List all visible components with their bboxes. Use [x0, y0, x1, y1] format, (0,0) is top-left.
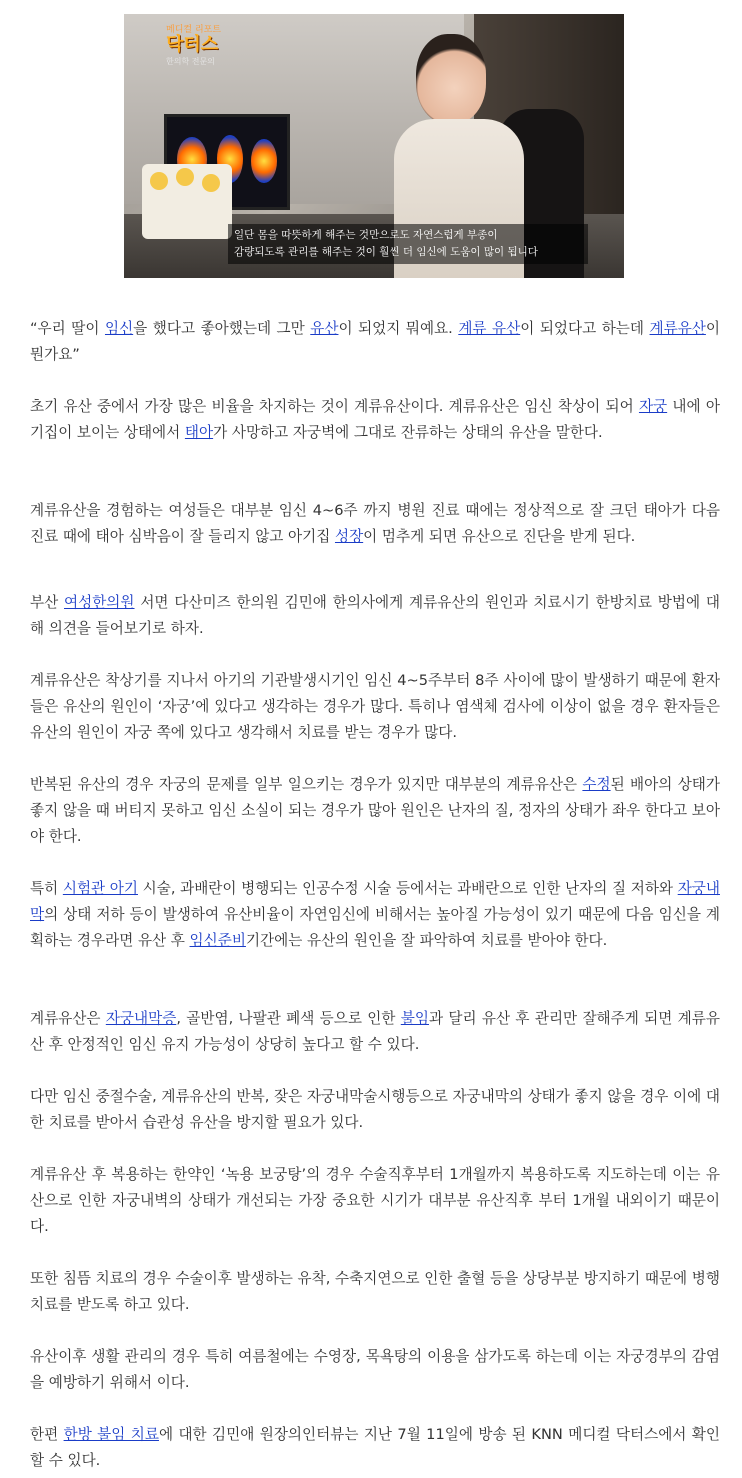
- doctor-head: [416, 34, 486, 124]
- link-endometrium[interactable]: 자궁내막: [30, 880, 720, 923]
- text-run: 에 대한 김민애 원장의인터뷰는 지난 7월 11일에 방송 된 KNN 메디컬 닥터스에서 확인할 수 있다.: [30, 1426, 720, 1469]
- link-womens-clinic[interactable]: 여성한의원: [64, 594, 135, 611]
- photo-uterus-model: [142, 164, 232, 239]
- paragraph-13: [30, 1422, 720, 1474]
- text-run: 계류유산을 경험하는 여성들은 대부분 임신 4~6주 까지 병원 진료 때에는 정상적으로 잘 크던 태아가 다음 진료 때에 태아 심박음이 잘 들리지 않고 아기집: [30, 502, 720, 545]
- text-run: 서면 다산미즈 한의원 김민애 한의사에게 계류유산의 원인과 치료시기 한방치료 방법에 대해 의견을 들어보기로 하자.: [30, 594, 720, 637]
- link-pregnancy-prep[interactable]: 임신준비: [189, 932, 246, 949]
- logo-main: 닥터스: [166, 34, 219, 55]
- text-run: 과 달리 유산 후 관리만 잘해주게 되면 계류유산 후 안정적인 임신 유지 가능성이 상당히 높다고 할 수 있다.: [30, 1010, 720, 1053]
- link-miscarriage[interactable]: 유산: [310, 320, 339, 337]
- text-run: 또한 침뜸 치료의 경우 수술이후 발생하는 유착, 수축지연으로 인한 출혈 등을 상당부분 방지하기 때문에 병행 치료를 받도록 하고 있다.: [30, 1270, 720, 1313]
- text-run: 기간에는 유산의 원인을 잘 파악하여 치료를 받아야 한다.: [245, 932, 608, 949]
- paragraph-9: [30, 1084, 720, 1136]
- link-growth[interactable]: 성장: [334, 528, 364, 545]
- article-photo: [124, 14, 624, 278]
- text-run: 이 되었다고 하는데: [520, 320, 650, 337]
- text-run: 계류유산 후 복용하는 한약인 ‘녹용 보궁탕’의 경우 수술직후부터 1개월까지 복용하도록 지도하는데 이는 유산으로 인한 자궁내벽의 상태가 개선되는 가장 중요한 시기가 대부분 유산직후 부터 1개월 내외이기 때문이다.: [30, 1166, 720, 1235]
- paragraph-8: [30, 1006, 720, 1058]
- text-run: 특히: [30, 880, 63, 897]
- link-fetus[interactable]: 태아: [184, 424, 214, 441]
- text-run: 의 상태 저하 등이 발생하여 유산비율이 자연임신에 비해서는 높아질 가능성이 있기 때문에 다음 임신을 계획하는 경우라면 유산 후: [30, 906, 720, 949]
- link-oriental-infertility[interactable]: 한방 불임 치료: [63, 1426, 159, 1443]
- text-run: 유산이후 생활 관리의 경우 특히 여름철에는 수영장, 목욕탕의 이용을 삼가도록 하는데 이는 자궁경부의 감염을 예방하기 위해서 이다.: [30, 1348, 720, 1391]
- paragraph-3: [30, 498, 720, 550]
- thermal-image-3: [251, 139, 277, 183]
- text-run: 다만 임신 중절수술, 계류유산의 반복, 잦은 자궁내막술시행등으로 자궁내막의 상태가 좋지 않을 경우 이에 대한 치료를 받아서 습관성 유산을 방지할 필요가 있다.: [30, 1088, 720, 1131]
- link-missed-abortion-2[interactable]: 계류유산: [649, 320, 706, 337]
- broadcast-logo: [166, 22, 236, 66]
- paragraph-10: [30, 1162, 720, 1240]
- text-run: , 골반염, 나팔관 폐색 등으로 인한: [176, 1010, 401, 1027]
- text-run: 초기 유산 중에서 가장 많은 비율을 차지하는 것이 계류유산이다. 계류유산은 임신 착상이 되어: [30, 398, 639, 415]
- paragraph-4: [30, 590, 720, 642]
- text-run: 한편: [30, 1426, 64, 1443]
- text-run: 이 되었지 뭐예요.: [338, 320, 459, 337]
- text-run: “우리 딸이: [30, 320, 105, 337]
- text-run: 이 뭔가요”: [30, 320, 721, 363]
- text-run: 반복된 유산의 경우 자궁의 문제를 일부 일으키는 경우가 있지만 대부분의 계류유산은: [30, 776, 583, 793]
- link-endometriosis[interactable]: 자궁내막증: [105, 1010, 177, 1027]
- link-infertility[interactable]: 불임: [400, 1010, 429, 1027]
- model-dot: [202, 174, 220, 192]
- text-run: 계류유산은: [30, 1010, 106, 1027]
- text-run: 계류유산은 착상기를 지나서 아기의 기관발생시기인 임신 4~5주부터 8주 사이에 많이 발생하기 때문에 환자들은 유산의 원인이 ‘자궁’에 있다고 생각하는 경우가 많다. 특히나 염색체 검사에 이상이 없을 경우 환자들은 유산의 원인이 자궁 쪽에 있다고 생각해서 치료를 받는 경우가 많다.: [30, 672, 720, 741]
- link-pregnancy[interactable]: 임신: [104, 320, 134, 337]
- paragraph-11: [30, 1266, 720, 1318]
- link-ivf[interactable]: 시험관 아기: [62, 880, 138, 897]
- text-run: 시술, 과배란이 병행되는 인공수정 시술 등에서는 과배란으로 인한 난자의 질 저하와: [137, 880, 678, 897]
- paragraph-6: [30, 772, 720, 850]
- text-run: 된 배아의 상태가 좋지 않을 때 버티지 못하고 임신 소실이 되는 경우가 많아 원인은 난자의 질, 정자의 상태가 좌우 한다고 보아야 한다.: [30, 776, 720, 845]
- paragraph-2: [30, 394, 720, 446]
- text-run: 이 멈추게 되면 유산으로 진단을 받게 된다.: [363, 528, 636, 545]
- photo-caption: [228, 224, 588, 264]
- paragraph-12: [30, 1344, 720, 1396]
- caption-line-1: 일단 몸을 따뜻하게 해주는 것만으로도 자연스럽게 부종이: [234, 229, 498, 241]
- paragraph-5: [30, 668, 720, 746]
- link-missed-abortion[interactable]: 계류 유산: [458, 320, 521, 337]
- text-run: 부산: [30, 594, 65, 611]
- logo-sub: 한의학 전문의: [166, 57, 215, 66]
- text-run: 가 사망하고 자궁벽에 그대로 잔류하는 상태의 유산을 말한다.: [213, 424, 603, 441]
- model-dot: [176, 168, 194, 186]
- model-dot: [150, 172, 168, 190]
- link-fertilization[interactable]: 수정: [582, 776, 611, 793]
- caption-line-2: 감량되도록 관리를 해주는 것이 훨씬 더 임신에 도움이 많이 됩니다: [234, 246, 538, 258]
- link-uterus[interactable]: 자궁: [638, 398, 668, 415]
- text-run: 내에 아기집이 보이는 상태에서: [30, 398, 721, 441]
- paragraph-1: [30, 316, 720, 368]
- paragraph-7: [30, 876, 720, 954]
- text-run: 을 했다고 좋아했는데 그만: [133, 320, 311, 337]
- logo-top: 메디컬 리포트: [166, 25, 222, 35]
